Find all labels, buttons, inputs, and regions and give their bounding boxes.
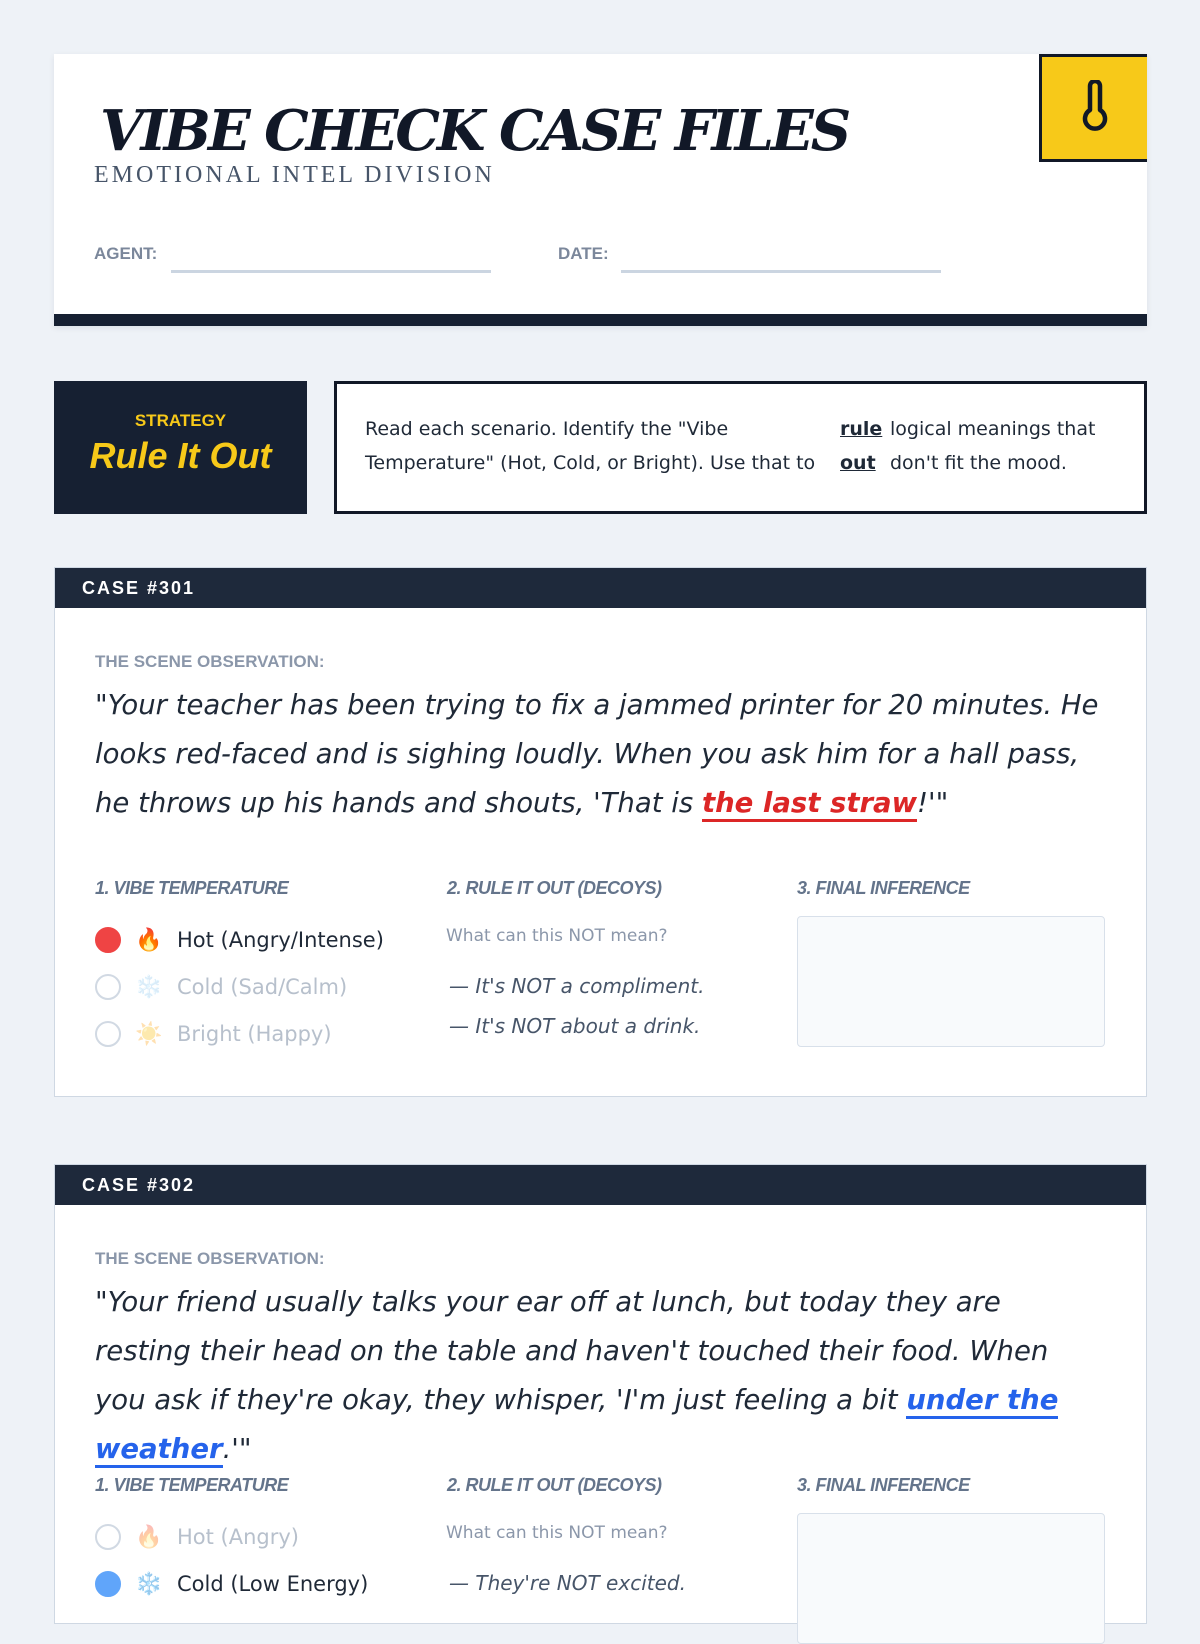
scene-text-before: "Your teacher has been trying to fix a jammed printer for 20 minutes. He looks red-faced and is sighing loudly. When you ask him for a hall pass, he throws up his hands and shouts, 'That is <box>95 689 1099 819</box>
instruction-line: don't fit the mood. <box>890 452 1067 474</box>
case-card <box>54 567 1147 1097</box>
vibe-option-cold[interactable] <box>95 1570 368 1598</box>
idiom-highlight: the last straw <box>702 787 917 822</box>
header-divider <box>54 314 1147 326</box>
decoy-item: — It's NOT a compliment. <box>449 974 705 998</box>
case-card <box>54 1164 1147 1624</box>
scene-text <box>95 681 1105 828</box>
strategy-kicker: STRATEGY <box>134 411 227 430</box>
page-subtitle: EMOTIONAL INTEL DIVISION <box>94 162 495 188</box>
radio-selected[interactable] <box>95 1571 121 1597</box>
instruction-emphasis-word: out <box>840 452 876 474</box>
vibe-option-hot[interactable] <box>95 926 384 954</box>
final-inference-input[interactable] <box>797 1513 1105 1644</box>
fire-icon: 🔥 <box>135 1524 163 1550</box>
scene-text <box>95 1278 1105 1474</box>
strategy-name: Rule It Out <box>89 435 272 476</box>
radio[interactable] <box>95 1524 121 1550</box>
case-number: CASE #301 <box>55 568 1146 608</box>
option-label: Hot (Angry) <box>177 1525 300 1549</box>
decoy-prompt: What can this NOT mean? <box>446 926 668 946</box>
option-label: Bright (Happy) <box>177 1022 332 1046</box>
thermometer-badge <box>1039 54 1147 162</box>
agent-field[interactable] <box>171 270 491 273</box>
snowflake-icon: ❄️ <box>135 974 163 1000</box>
instruction-emphasis-word: rule <box>840 418 883 440</box>
radio[interactable] <box>95 1021 121 1047</box>
thermometer-icon <box>1080 80 1110 137</box>
date-label: DATE: <box>558 244 609 263</box>
instruction-line: logical meanings that <box>890 418 1096 440</box>
header-card <box>54 54 1147 326</box>
vibe-option-cold[interactable] <box>95 973 347 1001</box>
date-field[interactable] <box>621 270 941 273</box>
scene-label: THE SCENE OBSERVATION: <box>95 1249 325 1268</box>
radio[interactable] <box>95 974 121 1000</box>
case-number: CASE #302 <box>55 1165 1146 1205</box>
idiom-highlight: under the weather <box>95 1384 1058 1468</box>
option-label: Cold (Low Energy) <box>177 1572 369 1596</box>
vibe-option-hot[interactable] <box>95 1523 299 1551</box>
radio-selected[interactable] <box>95 927 121 953</box>
sun-icon: ☀️ <box>135 1021 163 1047</box>
final-inference-input[interactable] <box>797 916 1105 1047</box>
agent-label: AGENT: <box>94 244 158 263</box>
instruction-line: Temperature" (Hot, Cold, or Bright). Use that to <box>365 452 816 474</box>
decoy-item: — They're NOT excited. <box>449 1571 686 1595</box>
vibe-option-bright[interactable] <box>95 1020 332 1048</box>
instruction-box <box>334 381 1147 514</box>
decoy-prompt: What can this NOT mean? <box>446 1523 668 1543</box>
scene-text-after: !'" <box>917 787 949 819</box>
instruction-emphasis <box>840 412 882 480</box>
scene-text-before: "Your friend usually talks your ear off at lunch, but today they are resting their head on the table and haven't touched their food. When you ask if they're okay, they whisper, 'I'm just feeling a bit <box>95 1286 1049 1416</box>
option-label: Hot (Angry/Intense) <box>177 928 384 952</box>
fire-icon: 🔥 <box>135 927 163 953</box>
instruction-text-right <box>890 412 1095 480</box>
scene-label: THE SCENE OBSERVATION: <box>95 652 325 671</box>
snowflake-icon: ❄️ <box>135 1571 163 1597</box>
col-rule-it-out: 2. RULE IT OUT (DECOYS) <box>447 878 662 898</box>
col-vibe-temperature: 1. VIBE TEMPERATURE <box>95 878 289 898</box>
strategy-box <box>54 381 307 514</box>
page-title: VIBE CHECK CASE FILES <box>100 98 849 164</box>
col-rule-it-out: 2. RULE IT OUT (DECOYS) <box>447 1475 662 1495</box>
col-vibe-temperature: 1. VIBE TEMPERATURE <box>95 1475 289 1495</box>
decoy-item: — It's NOT about a drink. <box>449 1014 701 1038</box>
option-label: Cold (Sad/Calm) <box>177 975 348 999</box>
col-final-inference: 3. FINAL INFERENCE <box>797 878 970 898</box>
col-final-inference: 3. FINAL INFERENCE <box>797 1475 970 1495</box>
scene-text-after: .'" <box>222 1433 252 1465</box>
instruction-line: Read each scenario. Identify the "Vibe <box>365 418 729 440</box>
instruction-text-left <box>365 412 815 480</box>
